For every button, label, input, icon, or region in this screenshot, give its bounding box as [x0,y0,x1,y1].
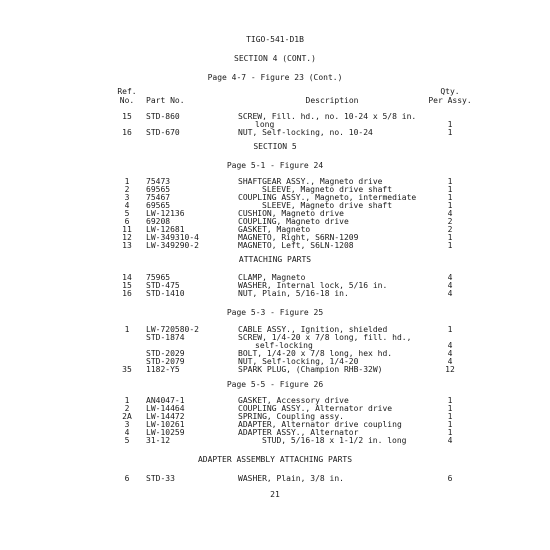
part-no: STD-860 [146,112,180,121]
quantity: 12 [445,365,455,374]
description: ADAPTER, Alternator drive coupling [238,420,402,429]
part-no: LW-10261 [146,420,185,429]
ref-no: 3 [124,193,130,202]
part-no: 31-12 [146,436,171,445]
part-no: STD-33 [146,474,175,483]
quantity: 6 [447,474,453,483]
description: CABLE ASSY., Ignition, shielded [238,325,388,334]
ref-no: 2 [124,404,130,413]
ref-no: 14 [122,273,132,282]
description: ADAPTER ASSY., Alternator [238,428,359,437]
part-no: STD-1410 [146,289,185,298]
quantity: 4 [447,281,453,290]
part-no: STD-2079 [146,357,185,366]
quantity: 1 [447,233,453,242]
ref-no: 1 [124,177,130,186]
quantity: 1 [447,325,453,334]
quantity: 1 [447,177,453,186]
page-number: 21 [270,490,280,499]
section-title: SECTION 4 (CONT.) [234,54,316,63]
part-no: 69208 [146,217,171,226]
part-no: 75467 [146,193,171,202]
description: GASKET, Magneto [238,225,311,234]
ref-no: 15 [122,281,132,290]
description: STUD, 5/16-18 x 1-1/2 in. long [262,436,407,445]
header-qty-line1: Qty. [440,87,460,96]
quantity: 4 [447,349,453,358]
quantity: 4 [447,273,453,282]
quantity: 4 [447,357,453,366]
description: GASKET, Accessory drive [238,396,349,405]
quantity: 1 [447,128,453,137]
ref-no: 16 [122,128,132,137]
quantity: 4 [447,209,453,218]
description: self-locking [255,341,313,350]
description: BOLT, 1/4-20 x 7/8 long, hex hd. [238,349,393,358]
ref-no: 16 [122,289,132,298]
quantity: 1 [447,120,453,129]
part-no: STD-1874 [146,333,185,342]
ref-no: 3 [124,420,130,429]
description: SCREW, Fill. hd., no. 10-24 x 5/8 in. [238,112,417,121]
part-no: AN4047-1 [146,396,185,405]
ref-no: 13 [122,241,132,250]
header-ref-line1: Ref. [117,87,137,96]
description: NUT, Self-locking, no. 10-24 [238,128,373,137]
ref-no: 35 [122,365,132,374]
quantity: 1 [447,201,453,210]
part-no: LW-12136 [146,209,185,218]
quantity: 1 [447,412,453,421]
description: SLEEVE, Magneto drive shaft [262,201,393,210]
description: SLEEVE, Magneto drive shaft [262,185,393,194]
description: COUPLING ASSY., Alternator drive [238,404,393,413]
part-no: STD-670 [146,128,180,137]
description: MAGNETO, Left, S6LN-1208 [238,241,354,250]
description: NUT, Plain, 5/16-18 in. [238,289,349,298]
header-part-no: Part No. [146,96,185,105]
ref-no: 4 [124,201,130,210]
ref-no: 2 [124,185,130,194]
adapter-attaching-title: ADAPTER ASSEMBLY ATTACHING PARTS [197,455,353,464]
header-qty-line2: Per Assy. [428,96,472,105]
ref-no: 6 [124,217,130,226]
ref-no: 6 [124,474,130,483]
quantity: 4 [447,436,453,445]
description: WASHER, Plain, 3/8 in. [238,474,344,483]
description: SPARK PLUG, (Champion RHB-32W) [238,365,383,374]
ref-no: 12 [122,233,132,242]
description: COUPLING, Magneto drive [238,217,349,226]
ref-no: 1 [124,396,130,405]
quantity: 1 [447,193,453,202]
description: CLAMP, Magneto [238,273,306,282]
part-no: LW-720580-2 [146,325,199,334]
quantity: 4 [447,341,453,350]
part-no: LW-12681 [146,225,185,234]
quantity: 1 [447,404,453,413]
part-no: LW-349290-2 [146,241,199,250]
figure24-title: Page 5-1 - Figure 24 [226,161,324,170]
part-no: 75473 [146,177,171,186]
description: long [255,120,275,129]
attaching-parts-title: ATTACHING PARTS [238,255,312,264]
part-no: 69565 [146,201,171,210]
description: MAGNETO, Right, S6RN-1209 [238,233,359,242]
description: SPRING, Coupling assy. [238,412,344,421]
part-no: LW-14464 [146,404,185,413]
header-description: Description [305,96,359,105]
part-no: 69565 [146,185,171,194]
figure25-title: Page 5-3 - Figure 25 [226,308,324,317]
description: SCREW, 1/4-20 x 7/8 long, fill. hd., [238,333,412,342]
description: COUPLING ASSY., Magneto, intermediate [238,193,417,202]
part-no: 1182-Y5 [146,365,180,374]
figure26-title: Page 5-5 - Figure 26 [226,380,324,389]
description: SHAFTGEAR ASSY., Magneto drive [238,177,383,186]
section5-title: SECTION 5 [253,142,297,151]
part-no: STD-475 [146,281,180,290]
header-ref-line2: No. [119,96,135,105]
quantity: 4 [447,289,453,298]
ref-no: 2A [122,412,132,421]
ref-no: 4 [124,428,130,437]
part-no: STD-2029 [146,349,185,358]
quantity: 1 [447,396,453,405]
ref-no: 5 [124,209,130,218]
ref-no: 1 [124,325,130,334]
ref-no: 5 [124,436,130,445]
quantity: 2 [447,217,453,226]
quantity: 2 [447,225,453,234]
page-figure-title: Page 4-7 - Figure 23 (Cont.) [207,73,343,82]
description: WASHER, Internal lock, 5/16 in. [238,281,388,290]
quantity: 1 [447,241,453,250]
part-no: LW-10259 [146,428,185,437]
ref-no: 15 [122,112,132,121]
description: CUSHION, Magneto drive [238,209,344,218]
quantity: 1 [447,428,453,437]
document-id: TIGO-541-D1B [246,35,304,44]
part-no: LW-349310-4 [146,233,199,242]
part-no: 75965 [146,273,171,282]
quantity: 1 [447,420,453,429]
part-no: LW-14472 [146,412,185,421]
quantity: 1 [447,185,453,194]
ref-no: 11 [122,225,132,234]
description: NUT, Self-locking, 1/4-20 [238,357,359,366]
